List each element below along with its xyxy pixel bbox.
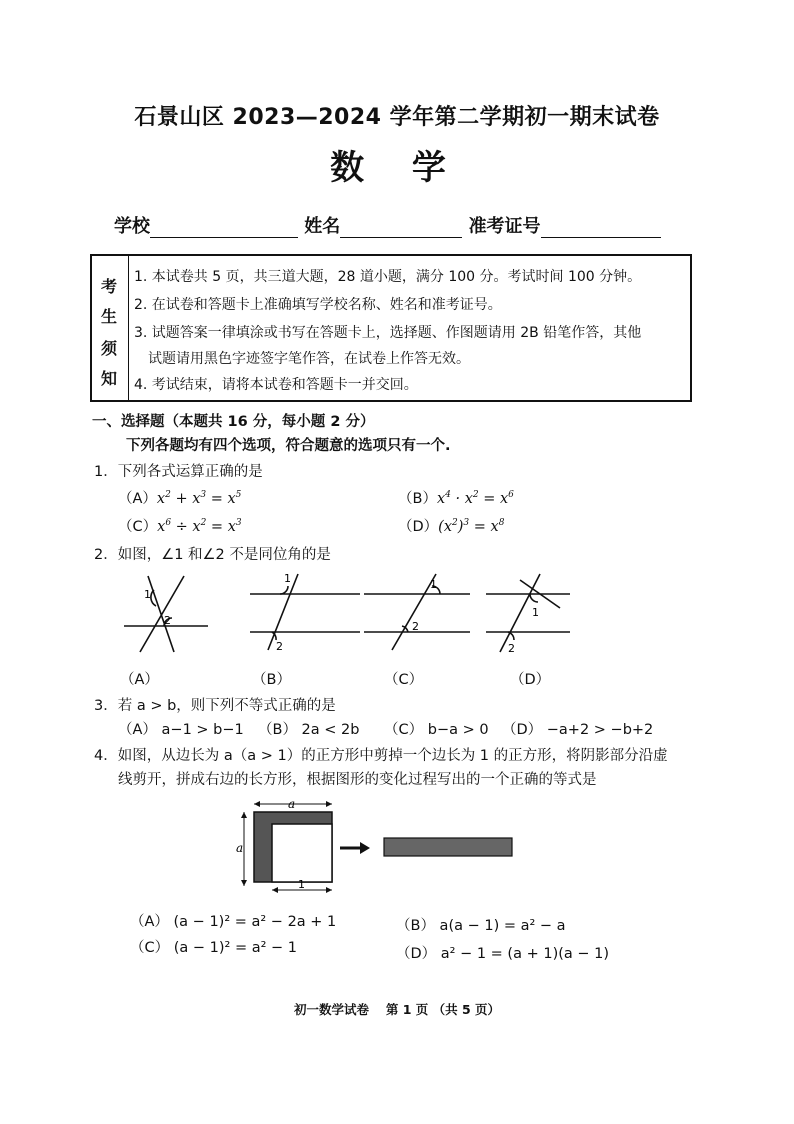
page-footer: 初一数学试卷 第 1 页 （共 5 页） [293, 1002, 500, 1017]
q2-label-d: （D） [510, 672, 551, 688]
q2-figure-c [364, 574, 470, 650]
question-3-stem: 3．若 a > b，则下列不等式正确的是 [94, 698, 336, 714]
exam-notice-box [90, 254, 692, 402]
q2-d-angle1: 1 [532, 606, 539, 619]
q2-label-c: （C） [384, 672, 424, 688]
q4-cut-square [272, 824, 332, 882]
q2-a-angle1: 1 [144, 588, 151, 601]
school-field[interactable] [150, 217, 298, 238]
exam-id-field[interactable] [541, 217, 661, 238]
q2-d-angle2: 2 [508, 642, 515, 655]
q4-figure [236, 796, 526, 896]
q4-option-b: （B） a(a − 1) = a² − a [396, 918, 566, 934]
q1-option-d: $(D)(x^2)^3 = x^8$ [398, 518, 505, 535]
q3-option-b: （B） 2a < 2b [258, 722, 360, 738]
q2-b-angle2: 2 [276, 640, 283, 653]
q3-option-a: （A） a−1 > b−1 [118, 722, 244, 738]
question-4-stem-line2: 线剪开，拼成右边的长方形，根据图形的变化过程写出的一个正确的等式是 [118, 772, 597, 788]
exam-id-label: 准考证号 [468, 216, 541, 237]
q4-option-a: （A） (a − 1)² = a² − 2a + 1 [130, 914, 337, 930]
q4-result-rectangle [384, 838, 512, 856]
q2-c-angle1: 1 [430, 578, 437, 591]
q4-option-d: （D） a² − 1 = (a + 1)(a − 1) [396, 946, 610, 962]
q4-side-a-label: a [236, 841, 244, 855]
notice-item: 1. 本试卷共 5 页，共三道大题，28 道小题，满分 100 分。考试时间 100 分钟。 [134, 269, 642, 285]
name-field[interactable] [340, 217, 462, 238]
notice-item: 3. 试题答案一律填涂或书写在答题卡上，选择题、作图题请用 2B 铅笔作答，其他 [134, 325, 642, 341]
student-info-row [114, 212, 661, 238]
notice-item: 4. 考试结束，请将本试卷和答题卡一并交回。 [134, 377, 418, 393]
q2-a-angle2: 2 [164, 614, 171, 627]
q1-option-c: $(C)x^6 \div x^2 = x^3$ [118, 518, 242, 535]
notice-item: 试题请用黑色字迹签字笔作答，在试卷上作答无效。 [148, 351, 470, 367]
q1-option-b: $(B)x^4 \cdot x^2 = x^6$ [398, 490, 514, 507]
notice-side-title: 考 生 须 知 [92, 256, 129, 400]
q2-figure-d [486, 574, 570, 652]
q4-option-c: （C） (a − 1)² = a² − 1 [130, 940, 297, 956]
name-label: 姓名 [304, 216, 341, 237]
q3-option-c: （C） b−a > 0 [384, 722, 489, 738]
section-instruction: 下列各题均有四个选项，符合题意的选项只有一个. [126, 438, 451, 454]
q2-label-b: （B） [252, 672, 291, 688]
q2-figures [110, 568, 590, 660]
section-heading: 一、选择题（本题共 16 分，每小题 2 分） [92, 414, 375, 430]
subject-title: 数 学 [330, 148, 464, 188]
q1-option-a: $(A)x^2 + x^3 = x^5$ [118, 490, 242, 507]
question-1-stem: 1．下列各式运算正确的是 [94, 464, 263, 480]
q2-b-angle1: 1 [284, 572, 291, 585]
q4-top-a-label: a [288, 797, 296, 811]
q2-figure-b [250, 574, 360, 650]
q2-c-angle2: 2 [412, 620, 419, 633]
school-label: 学校 [114, 216, 150, 237]
question-2-stem: 2．如图，∠1 和∠2 不是同位角的是 [94, 547, 331, 563]
question-4-stem-line1: 4．如图，从边长为 a（a > 1）的正方形中剪掉一个边长为 1 的正方形，将阴影部分沿虚 [94, 748, 668, 764]
notice-item: 2. 在试卷和答题卡上准确填写学校名称、姓名和准考证号。 [134, 297, 502, 313]
q3-option-d: （D） −a+2 > −b+2 [502, 722, 654, 738]
exam-title: 石景山区 2023—2024 学年第二学期初一期末试卷 [134, 105, 660, 130]
q2-label-a: （A） [120, 672, 159, 688]
q4-bottom-1-label: 1 [298, 878, 305, 891]
